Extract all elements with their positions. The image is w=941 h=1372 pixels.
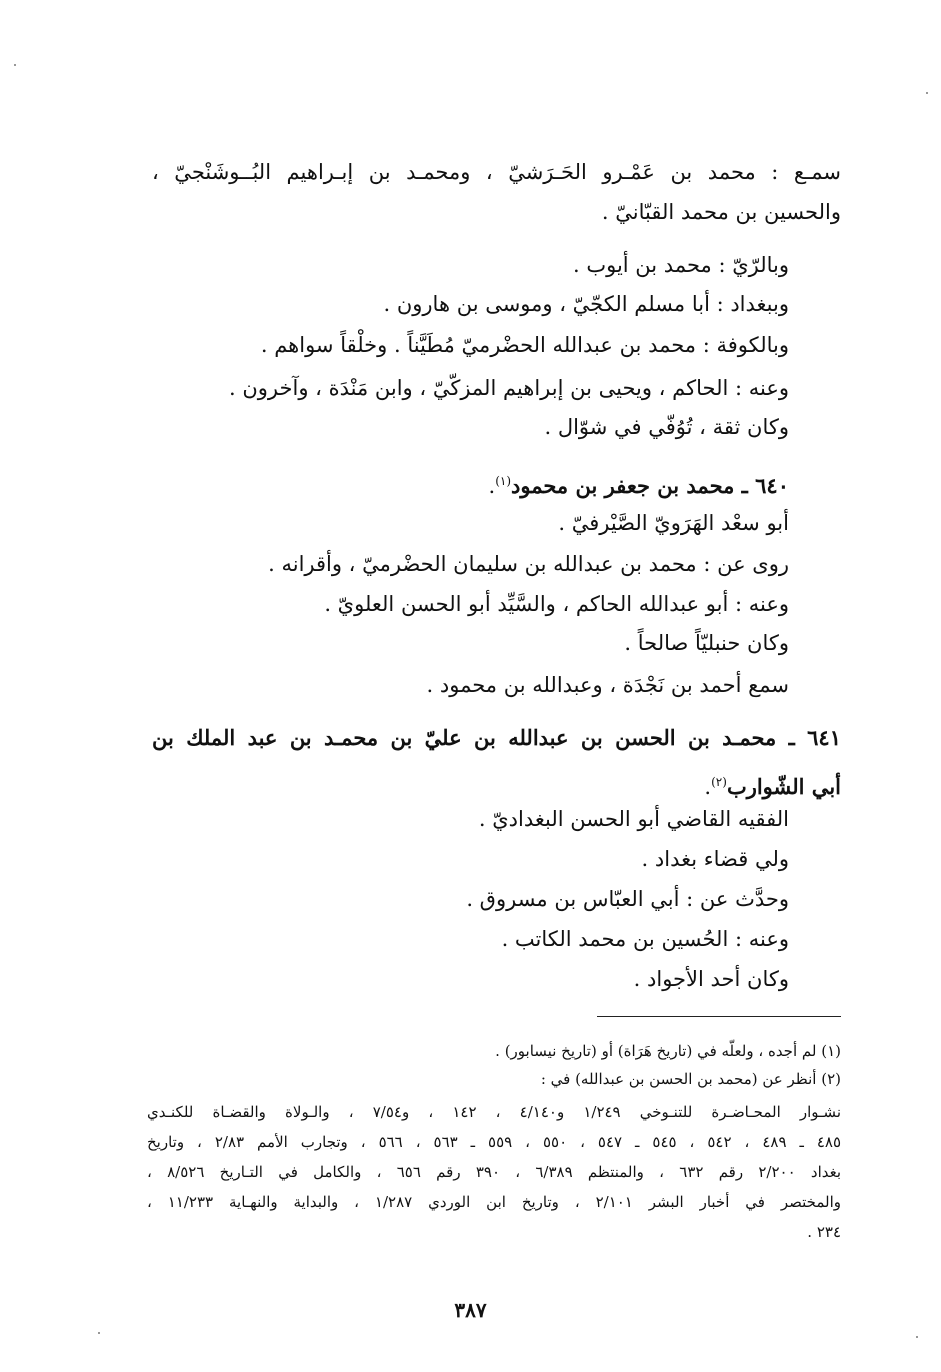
footnote-2-last-line: ٢٣٤ . bbox=[807, 1223, 841, 1241]
entry-640-line: أبو سعْد الهَرَويّ الصَّيْرفيّ . bbox=[558, 511, 789, 535]
entry-641-heading-line-1: ٦٤١ ـ محمـد بن الحسن بن عبدالله بن عليّ بن محمـد بن عبد الملك بن bbox=[152, 725, 841, 750]
entry-641-line: وعنه : الحُسين بن محمد الكاتب . bbox=[501, 927, 789, 951]
entry-641-line: الفقيه القاضي أبو الحسن البغداديّ . bbox=[478, 807, 789, 831]
entry-intro-body-line: وببغداد : أبا مسلم الكجّيّ ، وموسى بن هارون . bbox=[383, 292, 789, 316]
entry-intro-body-line: وكان ثقة ، تُوُفّي في شوّال . bbox=[544, 415, 789, 439]
footnote-ref-1: (١) bbox=[495, 474, 512, 488]
entry-intro-line-2: والحسين بن محمد القبّانيّ . bbox=[601, 200, 841, 224]
entry-641-line: وحدَّث عن : أبي العبّاس بن مسروق . bbox=[466, 887, 789, 911]
scan-speck bbox=[926, 92, 928, 94]
footnote-1: (١) لم أجده ، ولعلّه في (تاريخ هَرَاة) أو (تاريخ نيسابور) . bbox=[495, 1042, 841, 1060]
footnote-ref-2: (٢) bbox=[711, 775, 727, 789]
footnote-2-line: ٤٨٥ ـ ٤٨٩ ، ٥٤٢ ، ٥٤٥ ـ ٥٤٧ ، ٥٥٠ ، ٥٥٩ ـ ٥٦٣ ، ٥٦٦ ، وتجارب الأمم ٢/٨٣ ، وتاريخ bbox=[147, 1133, 841, 1151]
entry-641-line: ولي قضاء بغداد . bbox=[641, 847, 789, 871]
entry-640-line: روى عن : محمد بن عبدالله بن سليمان الحضْرميّ ، وأقرانه . bbox=[268, 552, 789, 576]
scan-speck bbox=[916, 1336, 918, 1338]
entry-640-line: سمع أحمد بن نَجْدَة ، وعبدالله بن محمود . bbox=[426, 673, 789, 697]
scan-speck bbox=[98, 1332, 100, 1334]
entry-641-heading-end: . bbox=[704, 775, 712, 799]
entry-640-line: وكان حنبليّاً صالحاً . bbox=[624, 631, 789, 655]
footnote-2-line: والمختصر في أخبار البشر ٢/١٠١ ، وتاريخ ابن الوردي ١/٢٨٧ ، والبداية والنهـاية ١١/٢٣٣ ، bbox=[147, 1193, 841, 1211]
entry-intro-body-line: وبالرّيّ : محمد بن أيوب . bbox=[572, 253, 789, 277]
entry-intro-body-line: وعنه : الحاكم ، ويحيى بن إبراهيم المزكّيّ ، وابن مَنْدَة ، وآخرون . bbox=[229, 376, 789, 400]
entry-intro-line-1: سمـع : محمد بن عَمْـرو الحَـرَشيّ ، ومحمـد بن إبـراهيم البُــوشَنْجيّ ، bbox=[152, 160, 841, 184]
entry-640-heading-text: ٦٤٠ ـ محمد بن جعفر بن محمود bbox=[511, 473, 789, 498]
scan-speck bbox=[14, 64, 16, 66]
entry-641-heading-text: أبي الشّوارب bbox=[726, 774, 841, 799]
entry-intro-body-line: وبالكوفة : محمد بن عبدالله الحضْرميّ مُطَيَّناً . وخلْقاً سواهم . bbox=[260, 333, 789, 357]
entry-640-heading bbox=[489, 466, 789, 501]
entry-640-line: وعنه : أبو عبدالله الحاكم ، والسَّيِّد أبو الحسن العلويّ . bbox=[324, 592, 789, 616]
footnote-2-line: بغداد ٢/٢٠٠ رقم ٦٣٢ ، والمنتظم ٦/٣٨٩ ، ٣٩٠ رقم ٦٥٦ ، والكامل في التـاريخ ٨/٥٢٦ ، bbox=[147, 1163, 842, 1181]
page-number: ٣٨٧ bbox=[454, 1298, 487, 1322]
footnote-separator bbox=[597, 1016, 841, 1017]
footnote-2-title: (٢) أنظر عن (محمد بن الحسن بن عبدالله) في : bbox=[540, 1070, 841, 1088]
entry-640-heading-end: . bbox=[488, 474, 496, 498]
entry-641-line: وكان أحد الأجواد . bbox=[633, 967, 789, 991]
entry-641-heading-line-2 bbox=[704, 767, 841, 802]
footnote-2-line: نشـوار المحـاضـرة للتنـوخي ١/٢٤٩ و٤/١٤٠ ، ١٤٢ ، و٧/٥٤ ، والـولاة والقضـاة للكنـدي bbox=[147, 1103, 841, 1121]
